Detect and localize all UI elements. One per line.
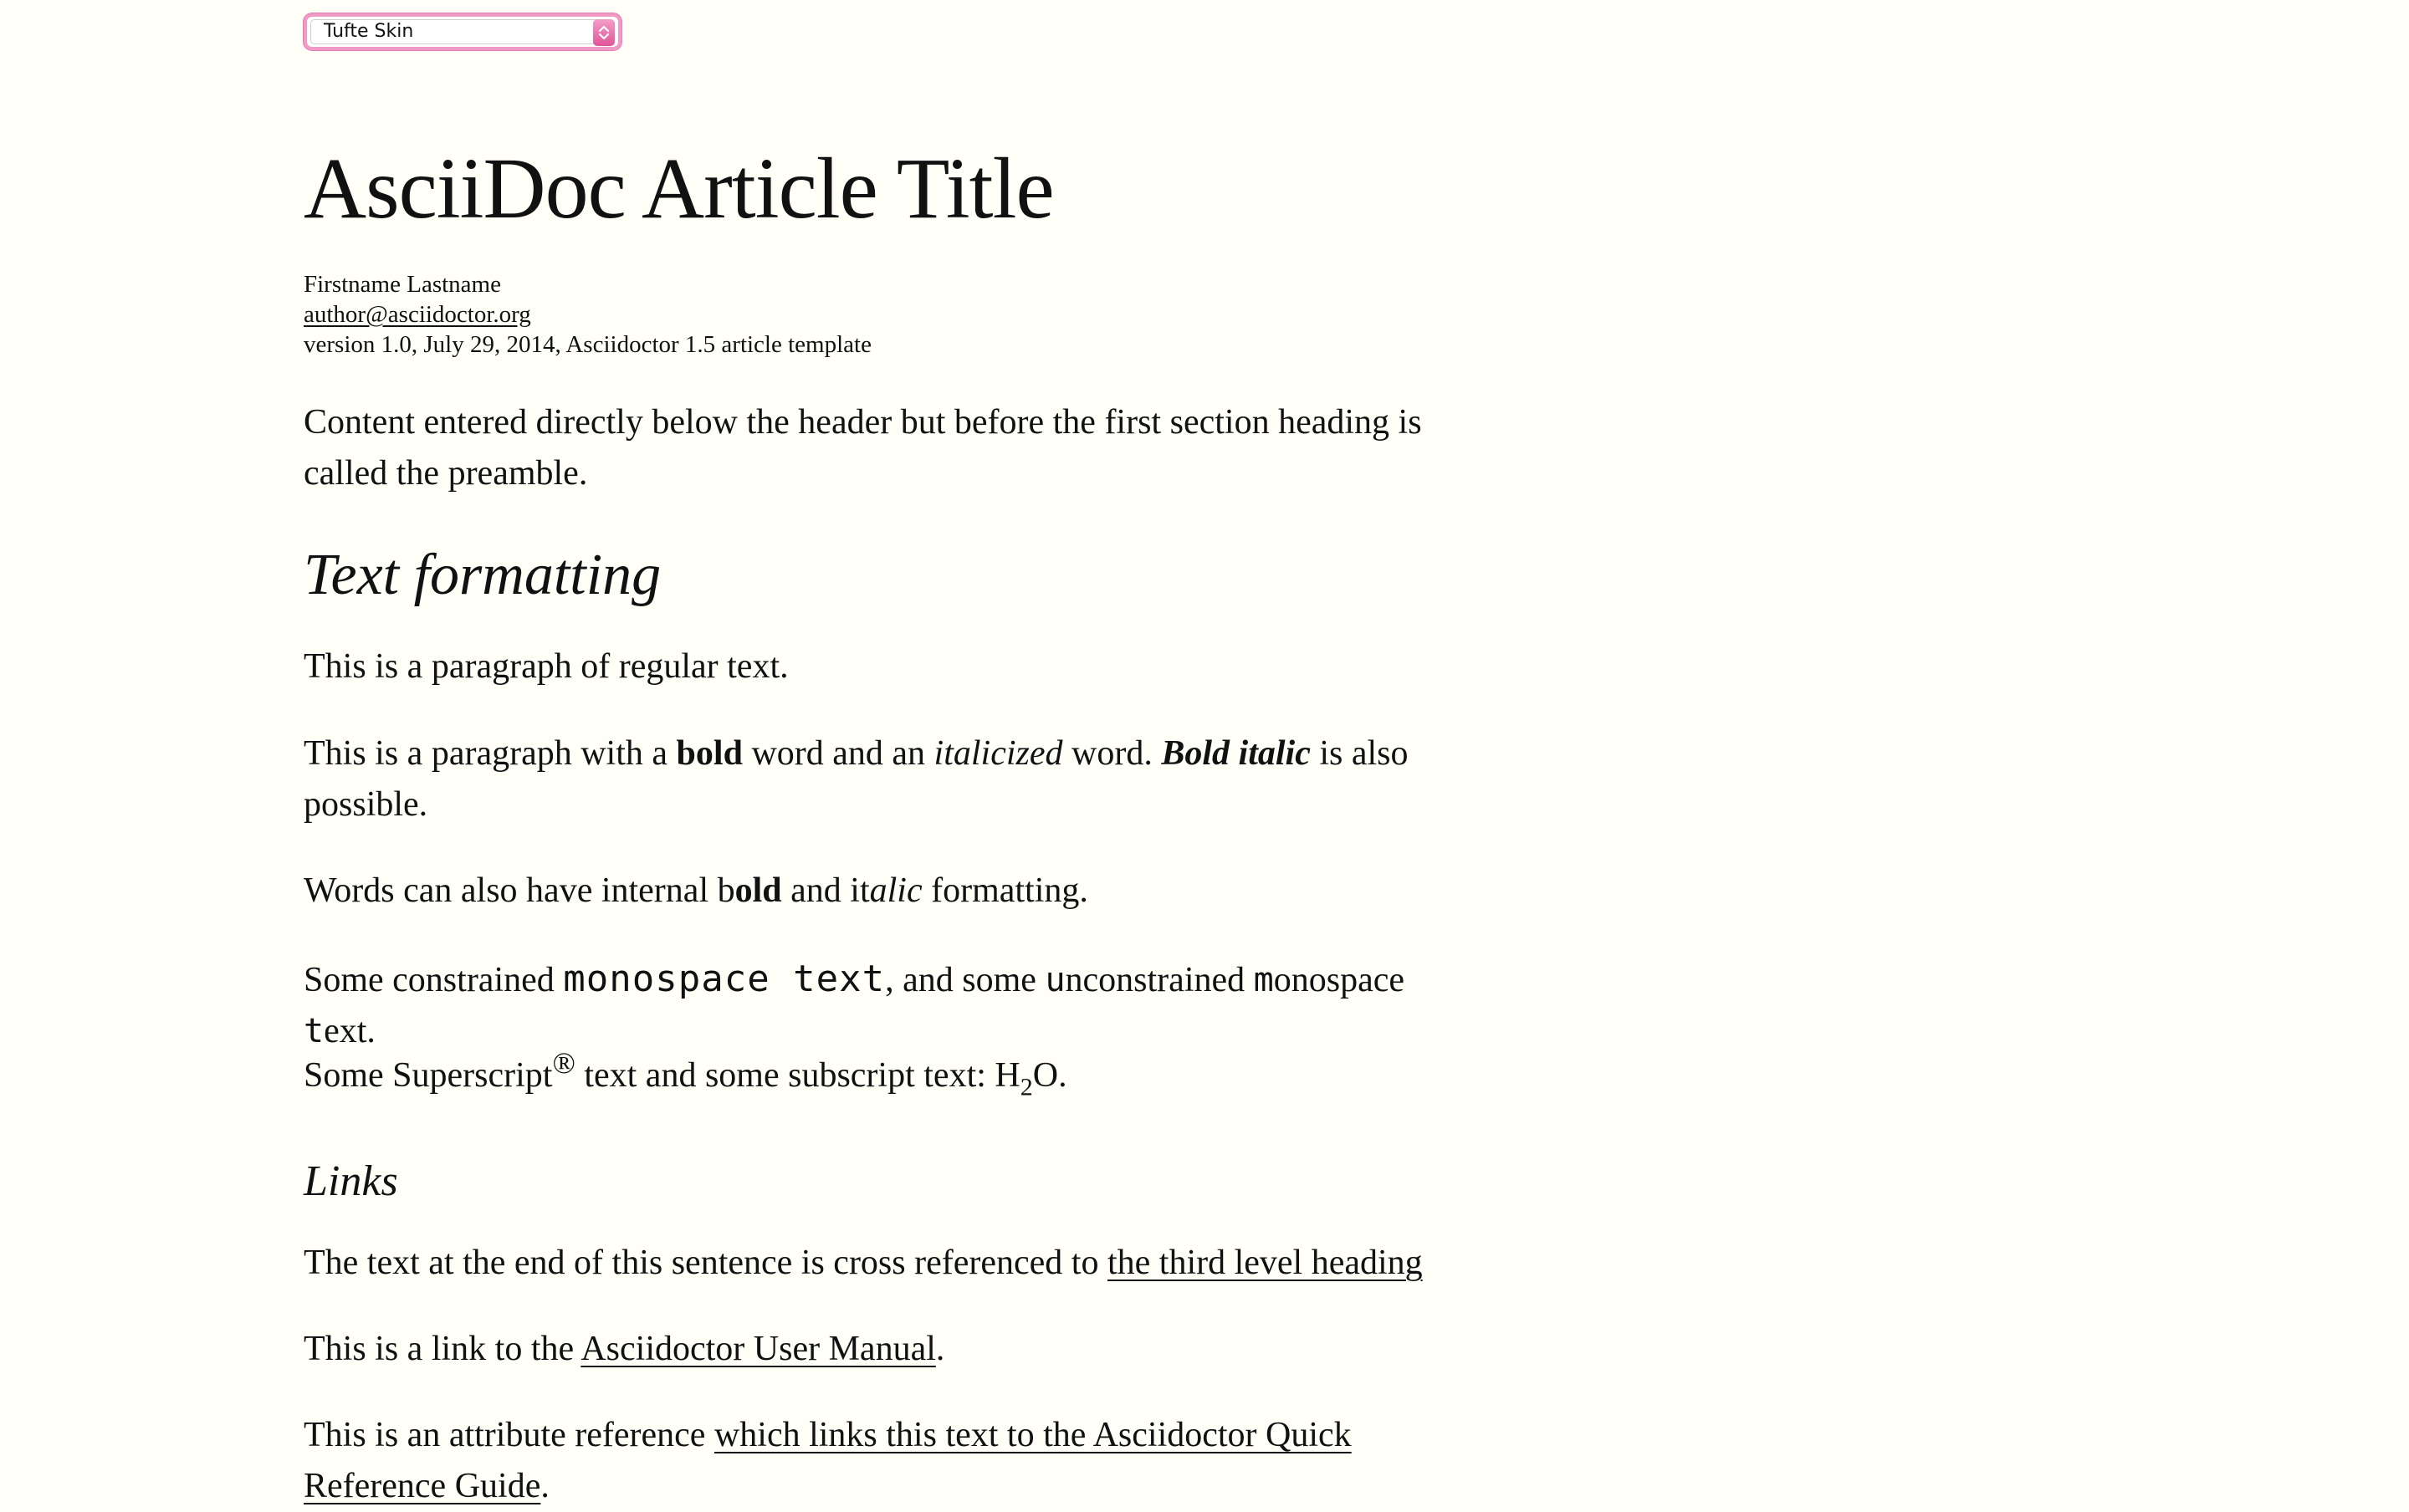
paragraph-regular: This is a paragraph of regular text. (304, 647, 789, 686)
bold-text: old (734, 871, 782, 910)
text-run: text and some subscript text: H (575, 1056, 1020, 1095)
cross-reference-link[interactable]: the third level heading (1107, 1244, 1423, 1282)
skin-select-value: Tufte Skin (324, 21, 414, 42)
text-run: O. (1032, 1056, 1067, 1095)
superscript-text: ® (552, 1045, 575, 1080)
paragraph-internal-formatting (304, 866, 1475, 917)
text-run: Some constrained (304, 961, 564, 999)
text-run: . (935, 1330, 945, 1368)
monospace-text: u (1045, 961, 1066, 999)
text-run: and it (781, 871, 870, 910)
updown-chevron-icon[interactable] (593, 19, 615, 46)
paragraph-user-manual-link (304, 1324, 1475, 1375)
text-run: This is a paragraph with a (304, 734, 677, 773)
monospace-text: t (304, 1012, 325, 1050)
monospace-text: m (1253, 961, 1274, 999)
text-run: . (540, 1467, 550, 1505)
quick-reference-link[interactable]: which links this text to the Asciidoctor Quick Reference Guide (304, 1416, 1352, 1505)
bold-text: bold (676, 734, 743, 773)
text-run: is also possible. (304, 734, 1409, 824)
revision-line: version 1.0, July 29, 2014, Asciidoctor 1.5 article template (304, 331, 872, 358)
text-run: Some Superscript (304, 1056, 553, 1095)
text-run: nconstrained (1065, 961, 1254, 999)
bold-italic-text: Bold italic (1161, 734, 1311, 773)
text-run: The text at the end of this sentence is cross referenced to (304, 1244, 1107, 1282)
text-run: , and some (885, 961, 1046, 999)
author-email-link[interactable]: author@asciidoctor.org (304, 301, 531, 328)
paragraph-attribute-reference (304, 1410, 1475, 1512)
text-run: This is an attribute reference (304, 1416, 714, 1454)
paragraph-cross-reference (304, 1238, 1475, 1289)
paragraph-monospace (304, 953, 1475, 1057)
text-run: word. (1062, 734, 1162, 773)
paragraph-bold-italic (304, 728, 1475, 830)
text-run: Words can also have internal b (304, 871, 735, 910)
text-run: ext. (324, 1012, 376, 1050)
section-heading-text-formatting: Text formatting (304, 543, 662, 607)
monospace-text: monospace text (563, 958, 886, 1000)
paragraph-super-sub (304, 1045, 1475, 1101)
text-run: This is a link to the (304, 1330, 581, 1368)
text-run: word and an (742, 734, 934, 773)
document-title: AsciiDoc Article Title (304, 140, 1054, 237)
user-manual-link[interactable]: Asciidoctor User Manual (581, 1330, 936, 1368)
skin-select-dropdown[interactable] (304, 13, 621, 50)
section-heading-links: Links (304, 1157, 398, 1205)
preamble: Content entered directly below the header but before the first section heading is called the preamble. (304, 403, 1422, 493)
text-run: onospace (1273, 961, 1404, 999)
subscript-text: 2 (1020, 1073, 1033, 1101)
author-email-line (304, 299, 531, 329)
italic-text: alic (869, 871, 923, 910)
text-run: formatting. (922, 871, 1088, 910)
italic-text: italicized (933, 734, 1063, 773)
author-name: Firstname Lastname (304, 271, 501, 298)
